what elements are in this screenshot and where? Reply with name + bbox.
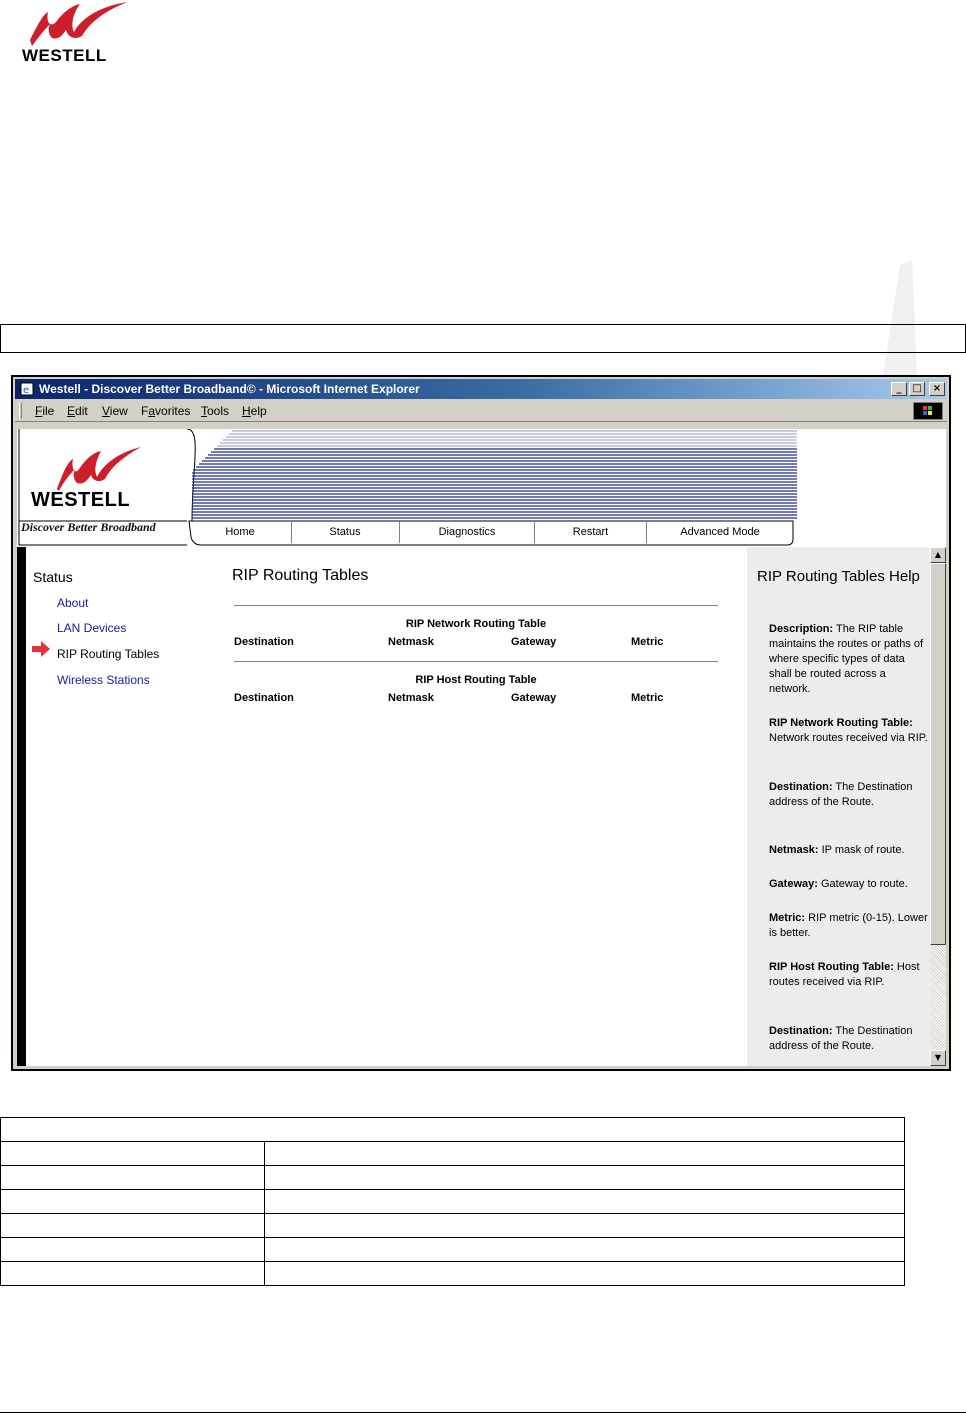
document-logo (18, 0, 133, 66)
help-panel (747, 547, 932, 1066)
window-title: Westell - Discover Better Broadband© - Microsoft Internet Explorer (39, 382, 420, 396)
table-row (1, 1238, 905, 1262)
router-logo-text: WESTELL (31, 489, 131, 511)
menu-help[interactable]: Help (242, 404, 267, 418)
divider (234, 605, 718, 606)
menu-favorites[interactable]: Favorites (141, 404, 191, 418)
scroll-thumb[interactable] (930, 563, 946, 945)
router-header (17, 429, 817, 547)
column-header: Destination (234, 636, 294, 648)
table-row (1, 1262, 905, 1286)
sidebar-item-about[interactable]: About (57, 596, 89, 610)
menu-view[interactable]: View (102, 404, 128, 418)
page-content (17, 429, 946, 1066)
help-item: Netmask: IP mask of route. (769, 844, 905, 856)
current-page-arrow-icon (32, 641, 50, 657)
network-table-title: RIP Network Routing Table (405, 618, 547, 630)
host-table-title: RIP Host Routing Table (415, 674, 537, 686)
vertical-scrollbar[interactable] (930, 547, 946, 1066)
help-item: Description: The RIP table maintains the routes or paths of where specific types of data shall be routed across a network. (769, 623, 924, 695)
windows-logo-icon (913, 402, 943, 420)
close-button[interactable]: × (929, 382, 945, 396)
tab-home[interactable]: Home (225, 526, 255, 538)
tab-restart[interactable]: Restart (572, 526, 609, 538)
help-item: RIP Host Routing Table: Host routes received via RIP. (769, 961, 920, 988)
column-header: Netmask (388, 636, 434, 648)
table-row (1, 1214, 905, 1238)
menu-bar (15, 400, 947, 422)
table-row (1, 1166, 905, 1190)
footer-rule (0, 1412, 966, 1413)
table-row (1, 1142, 905, 1166)
help-item: Destination: The Destination address of the Route. (769, 781, 913, 808)
sidebar-item-wireless-stations[interactable]: Wireless Stations (57, 673, 150, 687)
help-title: RIP Routing Tables Help (757, 568, 920, 585)
help-item: Destination: The Destination address of the Route. (769, 1025, 913, 1052)
table-row (1, 1190, 905, 1214)
help-item: Gateway: Gateway to route. (769, 878, 908, 890)
title-bar[interactable] (15, 379, 947, 399)
column-header: Metric (631, 692, 664, 704)
tab-status[interactable]: Status (329, 526, 361, 538)
document-logo-text: WESTELL (22, 46, 107, 65)
router-tagline: Discover Better Broadband (21, 520, 156, 534)
column-header: Destination (234, 692, 294, 704)
left-edge-bar (17, 547, 26, 1066)
page-title: RIP Routing Tables (232, 567, 369, 584)
maximize-button[interactable]: □ (909, 382, 925, 396)
minimize-button[interactable]: _ (891, 382, 907, 396)
sidebar-item-rip-routing-tables[interactable]: RIP Routing Tables (57, 647, 160, 661)
sidebar-item-lan-devices[interactable]: LAN Devices (57, 621, 127, 635)
tab-diagnostics[interactable]: Diagnostics (438, 526, 496, 538)
table-row (1, 1118, 905, 1142)
ie-page-icon (20, 382, 35, 396)
column-header: Gateway (511, 636, 557, 648)
menu-tools[interactable]: Tools (201, 404, 230, 418)
ie-window (11, 375, 951, 1071)
document-header-box (0, 324, 966, 353)
help-item: RIP Network Routing Table: Network routes received via RIP. (769, 717, 928, 744)
column-header: Netmask (388, 692, 434, 704)
document-table (0, 1117, 905, 1286)
help-item: Metric: RIP metric (0-15). Lower is better. (769, 912, 928, 939)
menu-file[interactable]: File (35, 404, 55, 418)
menu-edit[interactable]: Edit (67, 404, 88, 418)
column-header: Metric (631, 636, 664, 648)
sidebar-heading: Status (33, 569, 73, 585)
scroll-down-icon[interactable]: ▼ (930, 1050, 946, 1066)
scroll-up-icon[interactable]: ▲ (930, 547, 946, 563)
column-header: Gateway (511, 692, 557, 704)
tab-advanced-mode[interactable]: Advanced Mode (680, 526, 760, 538)
divider (234, 661, 718, 662)
menu-grip (19, 403, 22, 419)
svg-text:e: e (23, 385, 30, 396)
